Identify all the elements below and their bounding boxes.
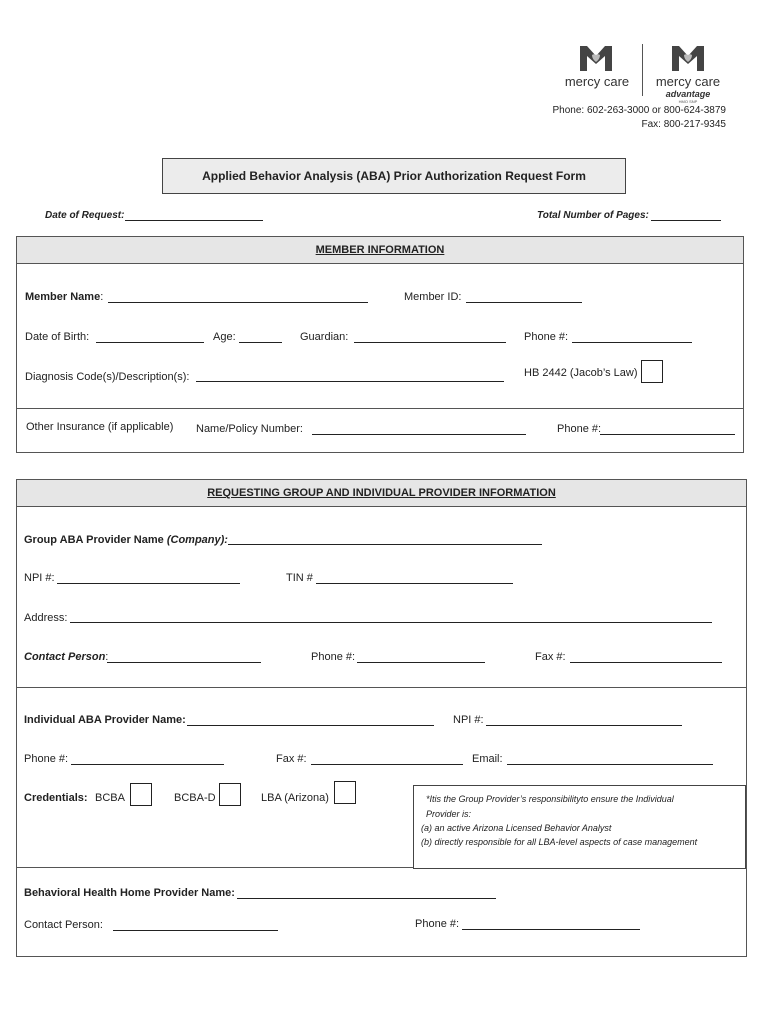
- group-provider-name-label: Group ABA Provider Name (Company):: [24, 534, 228, 546]
- tin-field[interactable]: [316, 583, 513, 584]
- credentials-note-box: [413, 785, 746, 869]
- note-line-4: (b) directly responsible for all LBA-level aspects of case management: [421, 837, 698, 847]
- email-field[interactable]: [507, 764, 713, 765]
- member-id-field[interactable]: [466, 302, 582, 303]
- total-pages-field[interactable]: [651, 220, 721, 221]
- total-pages-label: Total Number of Pages:: [537, 210, 649, 221]
- other-insurance-phone-label: Phone #:: [557, 423, 602, 435]
- address-field[interactable]: [70, 622, 712, 623]
- name-policy-label: Name/Policy Number:: [196, 423, 303, 435]
- email-label: Email:: [472, 753, 503, 765]
- guardian-field[interactable]: [354, 342, 506, 343]
- note-line-2: Provider is:: [426, 809, 472, 819]
- other-insurance-label: Other Insurance (if applicable): [26, 421, 174, 433]
- contact-person-field[interactable]: [107, 662, 261, 663]
- lba-checkbox[interactable]: [334, 781, 356, 804]
- bcba-label: BCBA: [95, 792, 125, 804]
- logo-right-text: mercy care: [655, 74, 721, 89]
- member-information-heading: MEMBER INFORMATION: [17, 237, 743, 264]
- group-provider-name-field[interactable]: [228, 544, 542, 545]
- group-npi-field[interactable]: [57, 583, 240, 584]
- individual-npi-field[interactable]: [486, 725, 682, 726]
- group-fax-label: Fax #:: [535, 651, 566, 663]
- lba-label: LBA (Arizona): [261, 792, 329, 804]
- individual-npi-label: NPI #:: [453, 714, 484, 726]
- mercy-care-logo: [556, 44, 638, 90]
- bhh-provider-name-field[interactable]: [237, 898, 496, 899]
- contact-person-label: Contact Person:: [24, 651, 109, 663]
- note-line-3: (a) an active Arizona Licensed Behavior Analyst: [421, 823, 612, 833]
- dob-label: Date of Birth:: [25, 331, 90, 343]
- other-insurance-phone-field[interactable]: [600, 434, 735, 435]
- mercy-care-advantage-m-icon: [670, 44, 706, 72]
- age-label: Age:: [213, 331, 236, 343]
- bcbad-label: BCBA-D: [174, 792, 216, 804]
- individual-phone-field[interactable]: [71, 764, 224, 765]
- group-phone-label: Phone #:: [311, 651, 356, 663]
- bhh-phone-label: Phone #:: [415, 918, 460, 930]
- hb2442-checkbox[interactable]: [641, 360, 663, 383]
- bhh-phone-field[interactable]: [462, 929, 640, 930]
- logo-divider: [642, 44, 643, 96]
- diagnosis-label: Diagnosis Code(s)/Description(s):: [25, 371, 190, 383]
- bhh-provider-name-label: Behavioral Health Home Provider Name:: [24, 887, 235, 899]
- individual-provider-name-field[interactable]: [187, 725, 434, 726]
- bcbad-checkbox[interactable]: [219, 783, 241, 806]
- name-policy-field[interactable]: [312, 434, 526, 435]
- group-npi-label: NPI #:: [24, 572, 55, 584]
- bcba-checkbox[interactable]: [130, 783, 152, 806]
- member-phone-label: Phone #:: [524, 331, 569, 343]
- header-phone: Phone: 602-263-3000 or 800-624-3879: [552, 105, 726, 116]
- note-line-1: *Itis the Group Provider’s responsibilityto ensure the Individual: [426, 794, 674, 804]
- bhh-contact-person-field[interactable]: [113, 930, 278, 931]
- member-name-label: Member Name:: [25, 291, 104, 303]
- logo-left-text: mercy care: [564, 74, 630, 89]
- guardian-label: Guardian:: [300, 331, 349, 343]
- provider-information-heading: REQUESTING GROUP AND INDIVIDUAL PROVIDER INFORMATION: [17, 480, 746, 507]
- date-of-request-label: Date of Request:: [45, 210, 125, 221]
- tin-label: TIN #: [286, 572, 313, 584]
- header-fax: Fax: 800-217-9345: [641, 119, 726, 130]
- group-phone-field[interactable]: [357, 662, 485, 663]
- mercy-care-m-icon: [578, 44, 614, 72]
- address-label: Address:: [24, 612, 68, 624]
- bhh-contact-person-label: Contact Person:: [24, 919, 103, 931]
- diagnosis-field[interactable]: [196, 381, 504, 382]
- logo-right-subtext-2: HMO SNP: [678, 99, 698, 104]
- hb2442-label: HB 2442 (Jacob’s Law): [524, 367, 638, 379]
- member-id-label: Member ID:: [404, 291, 462, 303]
- individual-phone-label: Phone #:: [24, 753, 69, 765]
- individual-provider-name-label: Individual ABA Provider Name:: [24, 714, 186, 726]
- form-title-box: [162, 158, 626, 194]
- dob-field[interactable]: [96, 342, 204, 343]
- member-name-field[interactable]: [108, 302, 368, 303]
- mercy-care-advantage-logo: [646, 44, 730, 104]
- provider-section-divider-1: [17, 687, 746, 688]
- form-title: Applied Behavior Analysis (ABA) Prior Authorization Request Form: [202, 169, 586, 183]
- member-phone-field[interactable]: [572, 342, 692, 343]
- individual-fax-label: Fax #:: [276, 753, 307, 765]
- age-field[interactable]: [239, 342, 282, 343]
- member-section-divider: [17, 408, 743, 409]
- logo-right-subtext: advantage: [665, 89, 711, 99]
- group-fax-field[interactable]: [570, 662, 722, 663]
- credentials-label: Credentials:: [24, 792, 88, 804]
- individual-fax-field[interactable]: [311, 764, 463, 765]
- date-of-request-field[interactable]: [125, 220, 263, 221]
